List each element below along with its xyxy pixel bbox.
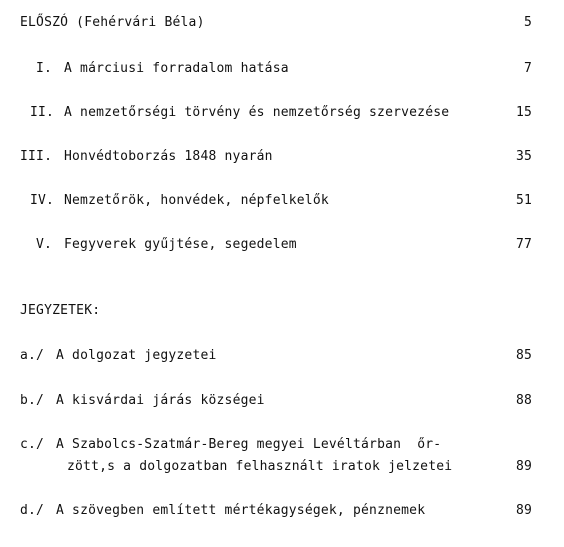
foreword-page: 5 [523, 15, 532, 30]
note-title-continuation: zött,s a dolgozatban felhasznált iratok jelzetei [67, 459, 453, 474]
chapter-page: 7 [523, 61, 532, 76]
note-page: 88 [515, 393, 532, 408]
chapter-page: 35 [515, 149, 532, 164]
note-letter: c./ [20, 437, 45, 452]
note-page: 89 [515, 459, 532, 474]
note-letter: b./ [20, 393, 45, 408]
chapter-numeral: I. [36, 61, 53, 76]
chapter-title: Nemzetőrök, honvédek, népfelkelők [64, 193, 329, 208]
chapter-title: Honvédtoborzás 1848 nyarán [64, 149, 273, 164]
note-letter: d./ [20, 503, 45, 518]
note-title: A kisvárdai járás községei [56, 393, 265, 408]
note-title: A Szabolcs-Szatmár-Bereg megyei Levéltárban őr- [56, 437, 442, 452]
note-page: 85 [515, 348, 532, 363]
chapter-page: 15 [515, 105, 532, 120]
notes-heading: JEGYZETEK: [20, 303, 101, 318]
foreword-label: ELŐSZÓ (Fehérvári Béla) [20, 15, 205, 30]
note-letter: a./ [20, 348, 45, 363]
chapter-page: 77 [515, 237, 532, 252]
chapter-title: Fegyverek gyűjtése, segedelem [64, 237, 297, 252]
chapter-title: A nemzetőrségi törvény és nemzetőrség szervezése [64, 105, 450, 120]
chapter-numeral: V. [36, 237, 53, 252]
chapter-numeral: IV. [30, 193, 55, 208]
note-title: A szövegben említett mértékagységek, pénznemek [56, 503, 426, 518]
chapter-numeral: II. [30, 105, 55, 120]
note-page: 89 [515, 503, 532, 518]
note-title: A dolgozat jegyzetei [56, 348, 217, 363]
chapter-page: 51 [515, 193, 532, 208]
chapter-numeral: III. [20, 149, 53, 164]
chapter-title: A márciusi forradalom hatása [64, 61, 289, 76]
